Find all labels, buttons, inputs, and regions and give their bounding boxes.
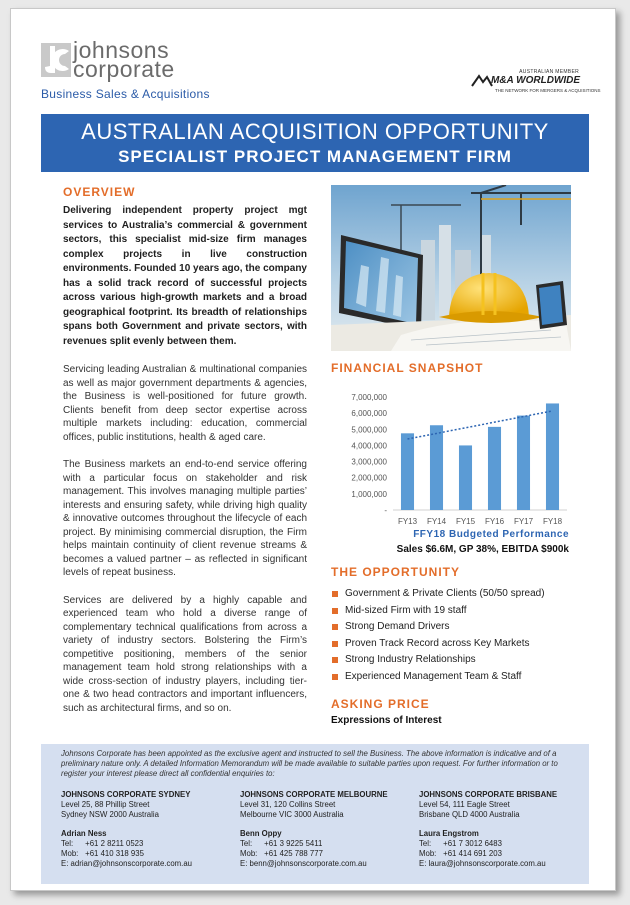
flyer-page bbox=[10, 8, 616, 891]
overview-intro: Delivering independent property project mgt services to Australia’s commercial & government sectors, this specialist mid-size firm manages complex projects in live construction environments. Founded 10 years ago, the company has a solid track record of successful projects across various high-growth markets and a broad geographical footprint. Its breadth of relationships spans both Government and private sectors, with revenues split evenly between them. bbox=[63, 205, 307, 347]
contact-tel[interactable]: +61 3 9225 5411 bbox=[264, 838, 323, 848]
logo-tagline: Business Sales & Acquisitions bbox=[41, 87, 210, 101]
contact-email-row bbox=[61, 859, 241, 869]
contact-mob-row bbox=[419, 849, 599, 859]
budget-performance-title: FFY18 Budgeted Performance bbox=[413, 529, 569, 540]
email-label: E: bbox=[419, 859, 427, 869]
chart-bar bbox=[459, 445, 472, 510]
x-tick-label: FY16 bbox=[484, 517, 505, 526]
contact-email-link[interactable]: laura@johnsonscorporate.com.au bbox=[428, 859, 546, 869]
tel-label: Tel: bbox=[240, 838, 253, 848]
construction-site-photo bbox=[331, 185, 571, 351]
banner-title: AUSTRALIAN ACQUISITION OPPORTUNITY bbox=[81, 119, 549, 144]
office-sydney bbox=[61, 790, 241, 869]
logo-name-line1: johnsons bbox=[73, 37, 170, 63]
office-name: JOHNSONS CORPORATE BRISBANE bbox=[419, 790, 558, 799]
contact-footer bbox=[41, 744, 589, 884]
y-tick-label: 5,000,000 bbox=[351, 425, 387, 435]
contact-mob[interactable]: +61 425 788 777 bbox=[264, 849, 323, 859]
chart-bar bbox=[546, 403, 559, 510]
office-address-line2: Melbourne VIC 3000 Australia bbox=[240, 810, 344, 820]
x-tick-label: FY17 bbox=[513, 517, 534, 526]
contact-name: Adrian Ness bbox=[61, 828, 107, 838]
x-tick-label: FY13 bbox=[397, 517, 418, 526]
email-label: E: bbox=[240, 859, 248, 869]
list-item bbox=[331, 619, 581, 636]
asking-price-heading: ASKING PRICE bbox=[331, 697, 430, 711]
opportunity-item-text: Experienced Management Team & Staff bbox=[345, 670, 522, 682]
list-item bbox=[331, 652, 581, 669]
list-item bbox=[331, 669, 581, 686]
opportunity-item-text: Strong Demand Drivers bbox=[345, 621, 450, 633]
overview-paragraph: The Business markets an end-to-end service offering with a particular focus on stakeholder and risk management. This involves managing multiple parties’ interests and ensuring safety, while driving high quality & innovative outcomes throughout the lifecycle of each project. By minimising commercial disruption, the Firm helps maintain continuity of client revenue streams & becomes a valued partner – as reflected in significant levels of repeat business. bbox=[63, 459, 307, 578]
member-badge-top: AUSTRALIAN MEMBER bbox=[519, 69, 579, 75]
office-brisbane bbox=[419, 790, 599, 869]
orange-square-bullet-icon bbox=[332, 608, 338, 614]
list-item bbox=[331, 586, 581, 603]
office-address-line2: Sydney NSW 2000 Australia bbox=[61, 810, 159, 820]
x-tick-label: FY18 bbox=[542, 517, 563, 526]
financial-snapshot-heading: FINANCIAL SNAPSHOT bbox=[331, 361, 484, 375]
contact-tel-row bbox=[240, 839, 420, 849]
budget-performance-values: Sales $6.6M, GP 38%, EBITDA $900k bbox=[396, 544, 569, 555]
orange-square-bullet-icon bbox=[332, 624, 338, 630]
contact-email-link[interactable]: adrian@johnsonscorporate.com.au bbox=[70, 859, 193, 869]
mob-label: Mob: bbox=[240, 849, 258, 859]
financial-bar-chart bbox=[331, 379, 571, 531]
office-address-line2: Brisbane QLD 4000 Australia bbox=[419, 810, 520, 820]
overview-paragraph: Services are delivered by a highly capable and experienced team who hold a diverse range of complementary technical qualifications from across a variety of industry sectors. Bolstering the Firm’s competitive positioning, members of the senior management team hold strong relationships with a wide cross-section of industry players, including tier-one & two head contractors and important influencers, such as architectural firms, and so on. bbox=[63, 594, 307, 714]
contact-mob[interactable]: +61 414 691 203 bbox=[443, 849, 502, 859]
member-badge-subtitle: THE NETWORK FOR MERGERS & ACQUISITIONS bbox=[495, 88, 601, 93]
orange-square-bullet-icon bbox=[332, 657, 338, 663]
contact-mob-row bbox=[61, 849, 241, 859]
chart-bar bbox=[488, 427, 501, 510]
chart-bar bbox=[430, 425, 443, 510]
office-melbourne bbox=[240, 790, 420, 869]
tel-label: Tel: bbox=[61, 838, 74, 848]
office-address-line1: Level 25, 88 Phillip Street bbox=[61, 800, 150, 810]
opportunity-item-text: Government & Private Clients (50/50 spread) bbox=[345, 588, 545, 599]
contact-mob[interactable]: +61 410 318 935 bbox=[85, 849, 144, 859]
contact-name: Laura Engstrom bbox=[419, 828, 479, 838]
chart-trendline bbox=[408, 411, 553, 439]
opportunity-item-text: Proven Track Record across Key Markets bbox=[345, 637, 530, 649]
y-tick-label: 2,000,000 bbox=[351, 473, 387, 483]
chart-bar bbox=[401, 433, 414, 510]
logo-name-line2: corporate bbox=[73, 56, 175, 82]
email-label: E: bbox=[61, 859, 69, 869]
office-name: JOHNSONS CORPORATE MELBOURNE bbox=[240, 790, 388, 799]
opportunity-item-text: Strong Industry Relationships bbox=[345, 654, 476, 666]
overview-section bbox=[63, 185, 307, 715]
jc-monogram-icon bbox=[41, 43, 71, 77]
member-badge-name: M&A WORLDWIDE bbox=[491, 75, 581, 86]
opportunity-list bbox=[331, 586, 581, 686]
banner-subtitle: SPECIALIST PROJECT MANAGEMENT FIRM bbox=[118, 147, 512, 166]
member-badge bbox=[471, 69, 601, 103]
x-tick-label: FY14 bbox=[426, 517, 447, 526]
y-tick-label: 4,000,000 bbox=[351, 441, 387, 451]
contact-tel-row bbox=[419, 839, 599, 849]
orange-square-bullet-icon bbox=[332, 591, 338, 597]
contact-email-row bbox=[419, 859, 599, 869]
orange-square-bullet-icon bbox=[332, 641, 338, 647]
contact-tel[interactable]: +61 7 3012 6483 bbox=[443, 838, 502, 848]
contact-mob-row bbox=[240, 849, 420, 859]
opportunity-heading: THE OPPORTUNITY bbox=[331, 565, 461, 579]
office-address-line1: Level 54, 111 Eagle Street bbox=[419, 800, 510, 810]
johnsons-corporate-logo bbox=[41, 37, 301, 103]
contact-name: Benn Oppy bbox=[240, 828, 282, 838]
y-tick-label: - bbox=[384, 506, 387, 515]
contact-email-row bbox=[240, 859, 420, 869]
office-name: JOHNSONS CORPORATE SYDNEY bbox=[61, 790, 191, 799]
title-banner bbox=[41, 114, 589, 172]
chart-bar bbox=[517, 416, 530, 510]
office-address-line1: Level 31, 120 Collins Street bbox=[240, 800, 336, 810]
y-tick-label: 3,000,000 bbox=[351, 457, 387, 467]
y-tick-label: 1,000,000 bbox=[351, 489, 387, 499]
asking-price-value: Expressions of Interest bbox=[331, 715, 442, 726]
contact-tel[interactable]: +61 2 8211 0523 bbox=[85, 838, 144, 848]
contact-email-link[interactable]: benn@johnsonscorporate.com.au bbox=[249, 859, 367, 869]
list-item bbox=[331, 636, 581, 653]
overview-paragraph: Servicing leading Australian & multinational companies as well as major government departments & agencies, the Business is well-positioned for future growth. Clients benefit from deep sector expertise across multiple markets including: education, commercial offices, public institutions, health & aged care. bbox=[63, 364, 307, 443]
contact-tel-row bbox=[61, 839, 241, 849]
logo-wordmark bbox=[73, 37, 175, 82]
overview-heading: OVERVIEW bbox=[63, 185, 136, 199]
opportunity-item-text: Mid-sized Firm with 19 staff bbox=[345, 604, 467, 616]
tel-label: Tel: bbox=[419, 838, 432, 848]
mob-label: Mob: bbox=[419, 849, 437, 859]
y-tick-label: 6,000,000 bbox=[351, 409, 387, 419]
y-tick-label: 7,000,000 bbox=[351, 393, 387, 402]
mob-label: Mob: bbox=[61, 849, 79, 859]
orange-square-bullet-icon bbox=[332, 674, 338, 680]
list-item bbox=[331, 603, 581, 620]
x-tick-label: FY15 bbox=[455, 517, 476, 526]
ma-worldwide-logo-icon bbox=[471, 74, 493, 88]
disclaimer-text: Johnsons Corporate has been appointed as the exclusive agent and instructed to sell the Business. The above information is indicative and of a preliminary nature only. A detailed Information Memorandum will be made available to suitable parties upon request. For further information or to register your interest please direct all confidential enquiries to: bbox=[61, 749, 558, 779]
